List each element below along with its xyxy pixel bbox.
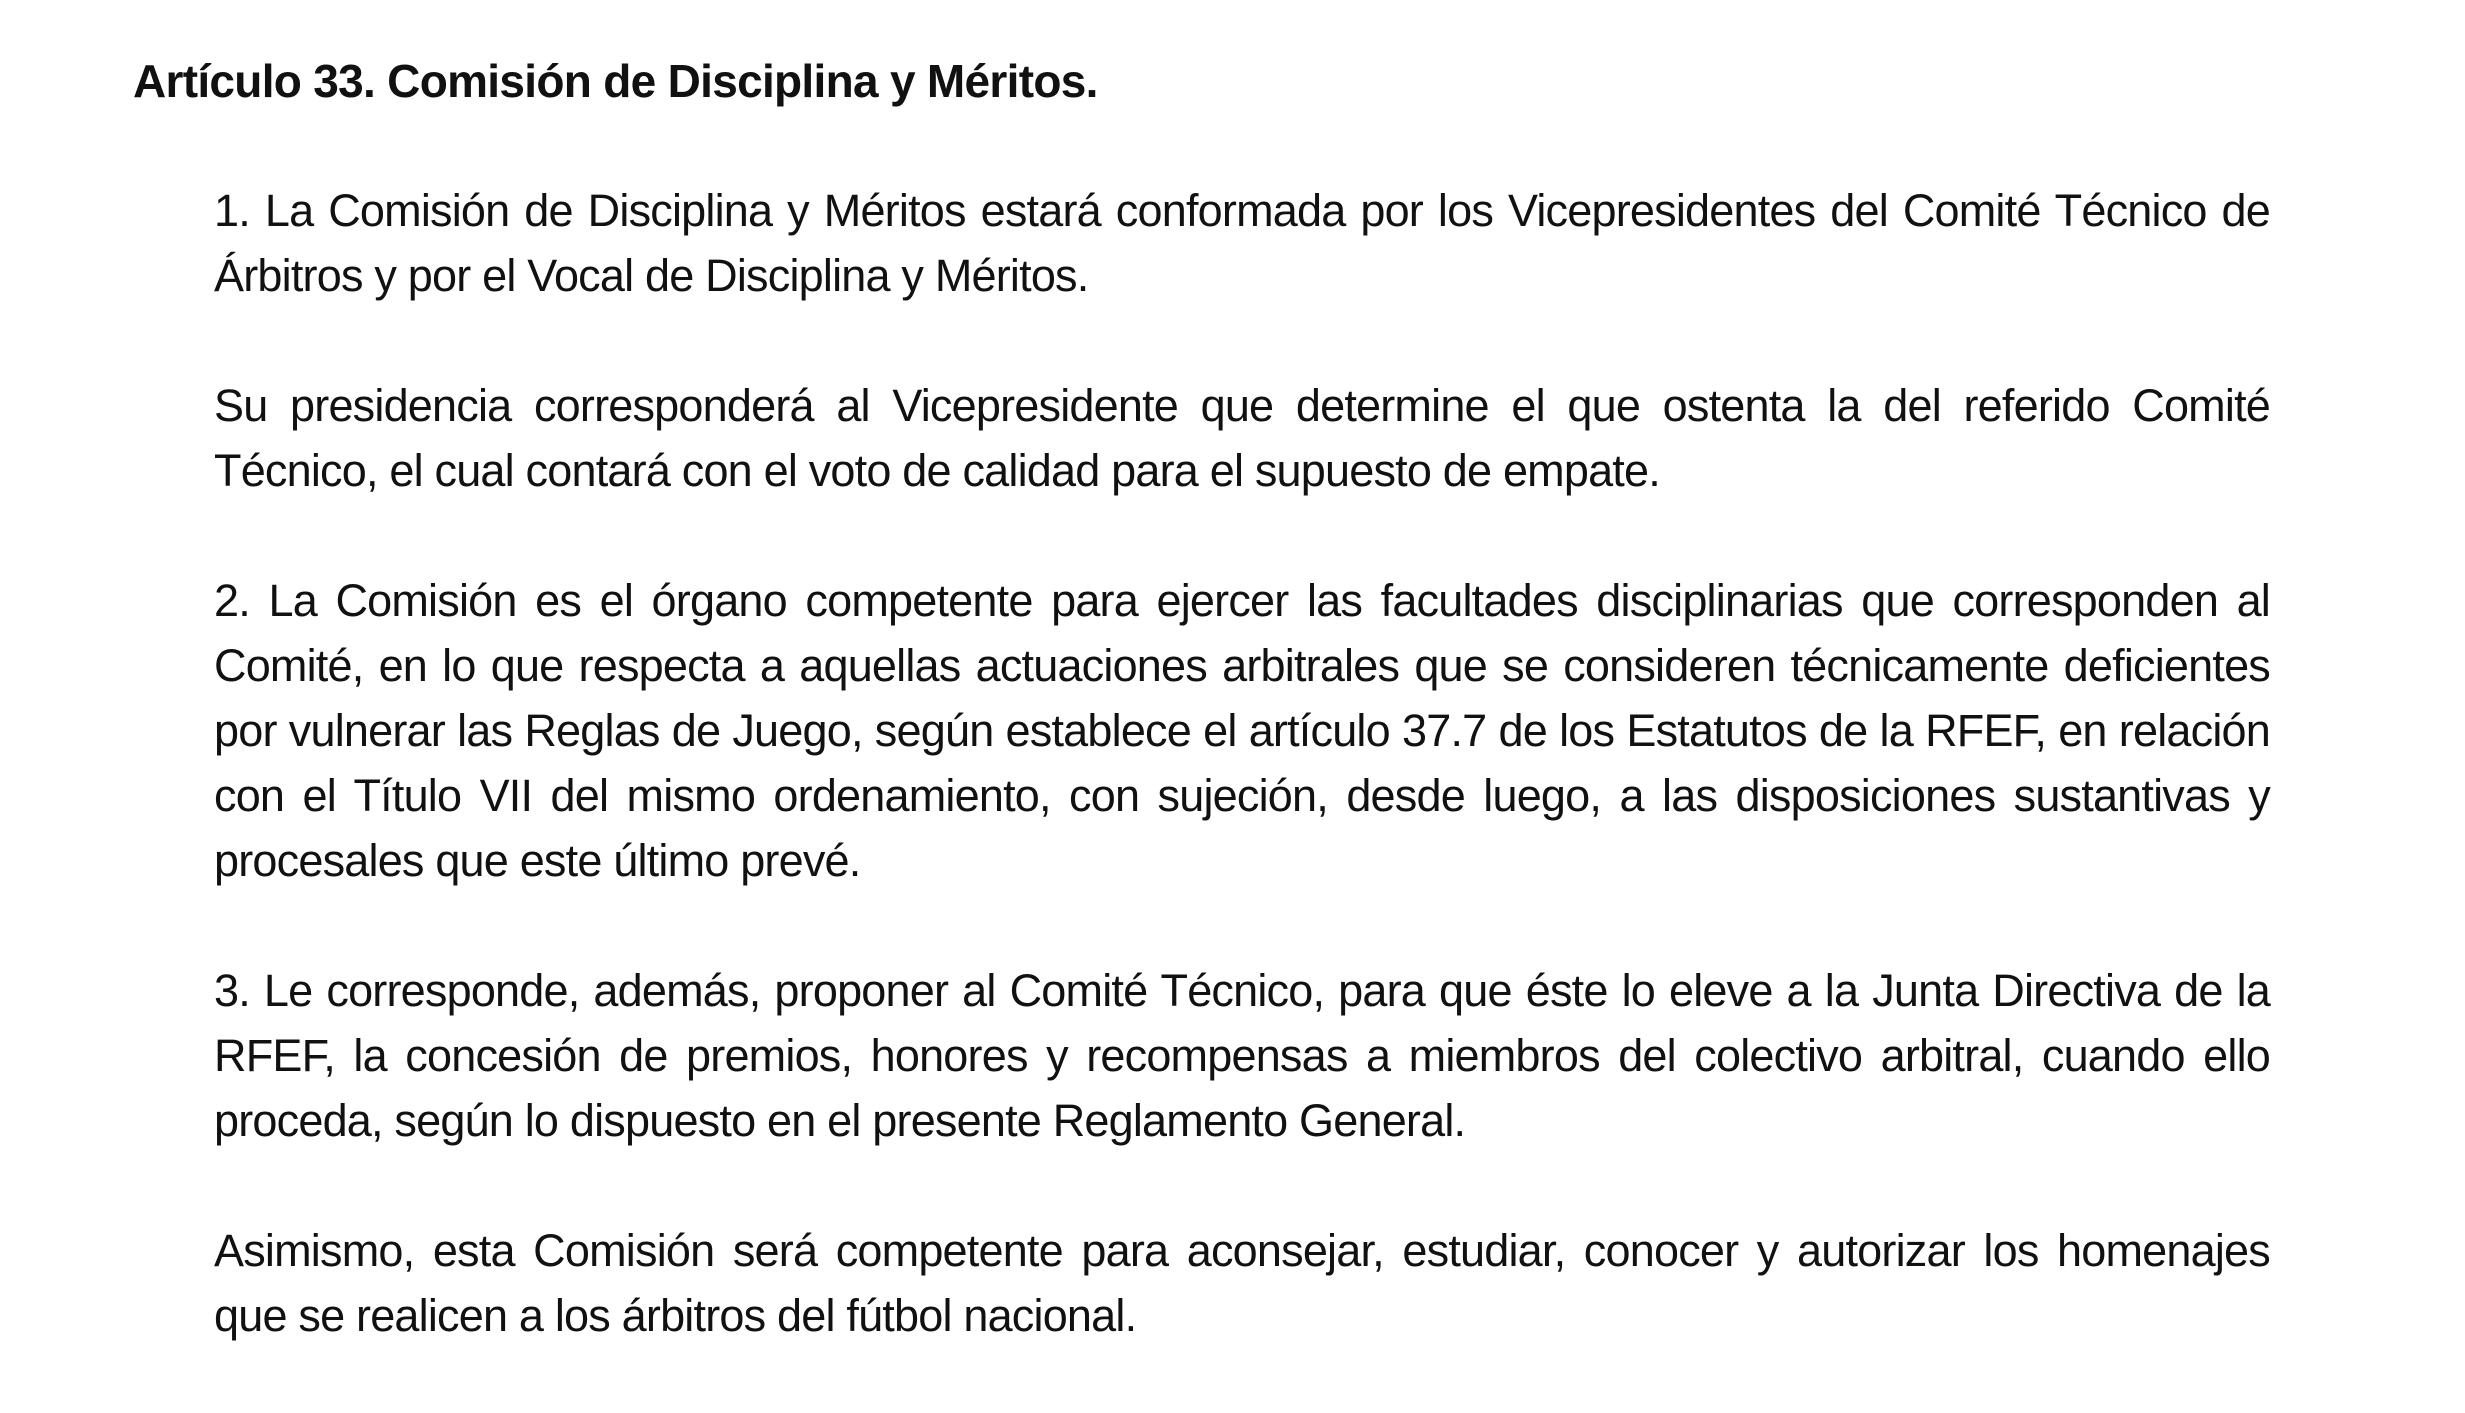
paragraph-3: 3. Le corresponde, además, proponer al Comité Técnico, para que éste lo eleve a la Junta Directiva de la RFEF, la concesión de premios, honores y recompensas a miembros del colectivo arbitral, cuando ello proceda, según lo dispuesto en el presente Reglamento General. — [214, 965, 2270, 1146]
article-body — [214, 178, 2270, 1413]
paragraph-1: 1. La Comisión de Disciplina y Méritos estará conformada por los Vicepresidentes del Comité Técnico de Árbitros y por el Vocal de Disciplina y Méritos. — [214, 185, 2270, 301]
article-title: Artículo 33. Comisión de Disciplina y Méritos. — [133, 55, 1098, 107]
paragraph-presidencia: Su presidencia corresponderá al Vicepresidente que determine el que ostenta la del referido Comité Técnico, el cual contará con el voto de calidad para el supuesto de empate. — [214, 380, 2270, 496]
paragraph-2: 2. La Comisión es el órgano competente para ejercer las facultades disciplinarias que corresponden al Comité, en lo que respecta a aquellas actuaciones arbitrales que se consideren técnicamente deficientes por vulnerar las Reglas de Juego, según establece el artículo 37.7 de los Estatutos de la RFEF, en relación con el Título VII del mismo ordenamiento, con sujeción, desde luego, a las disposiciones sustantivas y procesales que este último prevé. — [214, 575, 2270, 886]
paragraph-asimismo: Asimismo, esta Comisión será competente para aconsejar, estudiar, conocer y autorizar los homenajes que se realicen a los árbitros del fútbol nacional. — [214, 1225, 2270, 1341]
